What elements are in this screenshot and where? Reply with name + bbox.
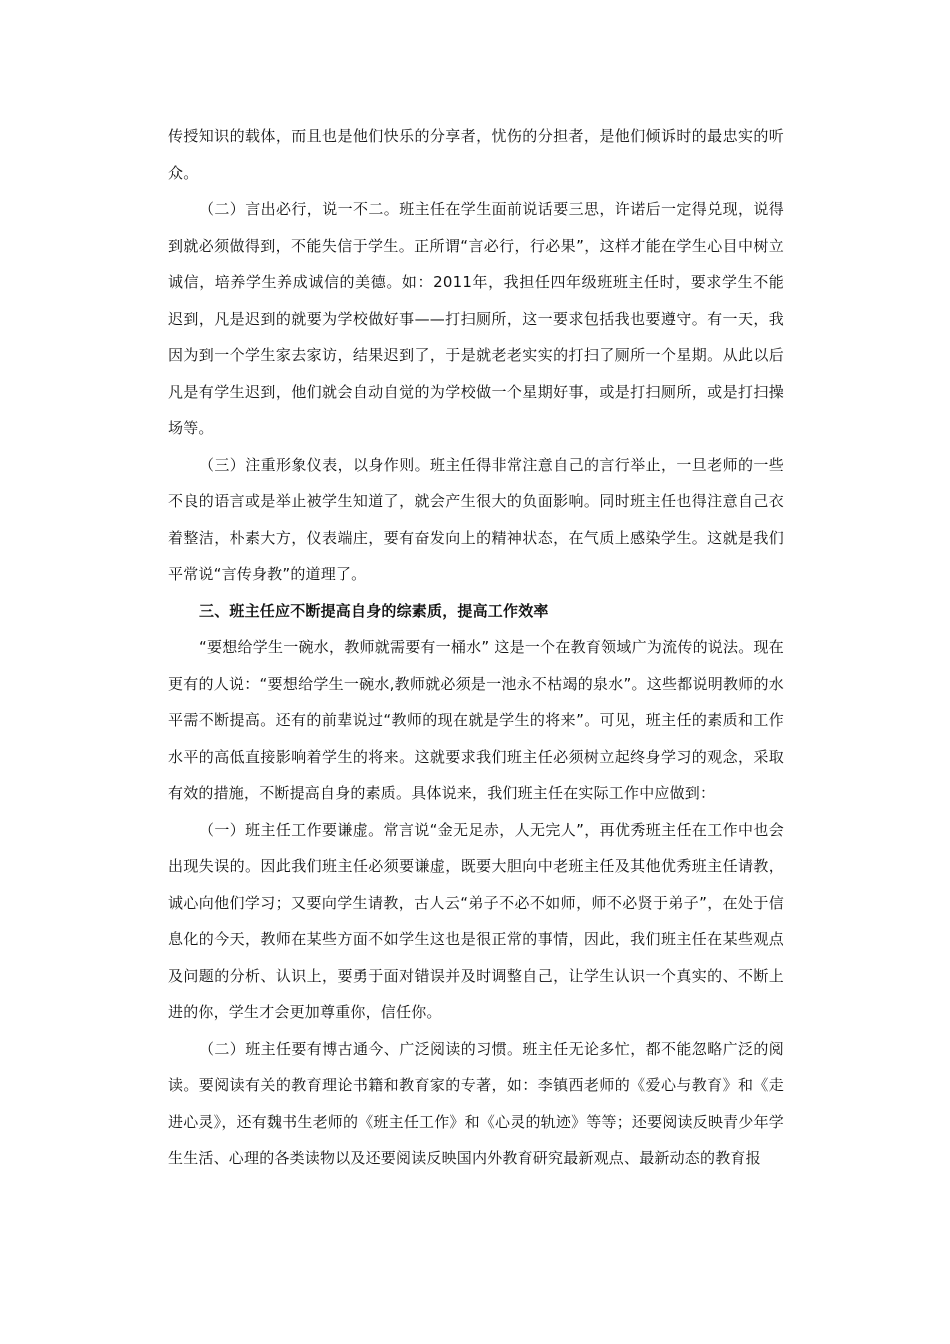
paragraph-1: 传授知识的载体，而且也是他们快乐的分享者，忧伤的分担者，是他们倾诉时的最忠实的听众。: [168, 127, 784, 182]
paragraph-6: （二）班主任要有博古通今、广泛阅读的习惯。班主任无论多忙，都不能忽略广泛的阅读。要阅读有关的教育理论书籍和教育家的专著，如：李镇西老师的《爱心与教育》和《走进心灵》，还有魏书生老师的《班主任工作》和《心灵的轨迹》等等；还要阅读反映青少年学生生活、心理的各类读物以及还要阅读反映国内外教育研究最新观点、最新动态的教育报: [168, 1039, 784, 1167]
section-heading: 三、班主任应不断提高自身的综素质，提高工作效率: [199, 601, 549, 620]
paragraph-4: “要想给学生一碗水，教师就需要有一桶水” 这是一个在教育领域广为流传的说法。现在更有的人说：“要想给学生一碗水,教师就必须是一池永不枯竭的泉水”。这些都说明教师的水平需不断提高。还有的前辈说过“教师的现在就是学生的将来”。可见，班主任的素质和工作水平的高低直接影响着学生的将来。这就要求我们班主任必须树立起终身学习的观念，采取有效的措施，不断提高自身的素质。具体说来，我们班主任在实际工作中应做到：: [168, 638, 784, 802]
paragraph-5: （一）班主任工作要谦虚。常言说“金无足赤，人无完人”，再优秀班主任在工作中也会出现失误的。因此我们班主任必须要谦虚，既要大胆向中老班主任及其他优秀班主任请教，诚心向他们学习；又要向学生请教，古人云“弟子不必不如师，师不必贤于弟子”，在处于信息化的今天，教师在某些方面不如学生这也是很正常的事情，因此，我们班主任在某些观点及问题的分析、认识上，要勇于面对错误并及时调整自己，让学生认识一个真实的、不断上进的你，学生才会更加尊重你，信任你。: [168, 820, 784, 1021]
document-page: [168, 118, 784, 1177]
paragraph-2: （二）言出必行，说一不二。班主任在学生面前说话要三思，许诺后一定得兑现，说得到就必须做得到，不能失信于学生。正所谓“言必行，行必果”，这样才能在学生心目中树立诚信，培养学生养成诚信的美德。如：2011年，我担任四年级班班主任时，要求学生不能迟到，凡是迟到的就要为学校做好事——打扫厕所，这一要求包括我也要遵守。有一天，我因为到一个学生家去家访，结果迟到了，于是就老老实实的打扫了厕所一个星期。从此以后凡是有学生迟到，他们就会自动自觉的为学校做一个星期好事，或是打扫厕所，或是打扫操场等。: [168, 200, 784, 437]
paragraph-3: （三）注重形象仪表，以身作则。班主任得非常注意自己的言行举止，一旦老师的一些不良的语言或是举止被学生知道了，就会产生很大的负面影响。同时班主任也得注意自己衣着整洁，朴素大方，仪表端庄，要有奋发向上的精神状态，在气质上感染学生。这就是我们平常说“言传身教”的道理了。: [168, 455, 784, 583]
